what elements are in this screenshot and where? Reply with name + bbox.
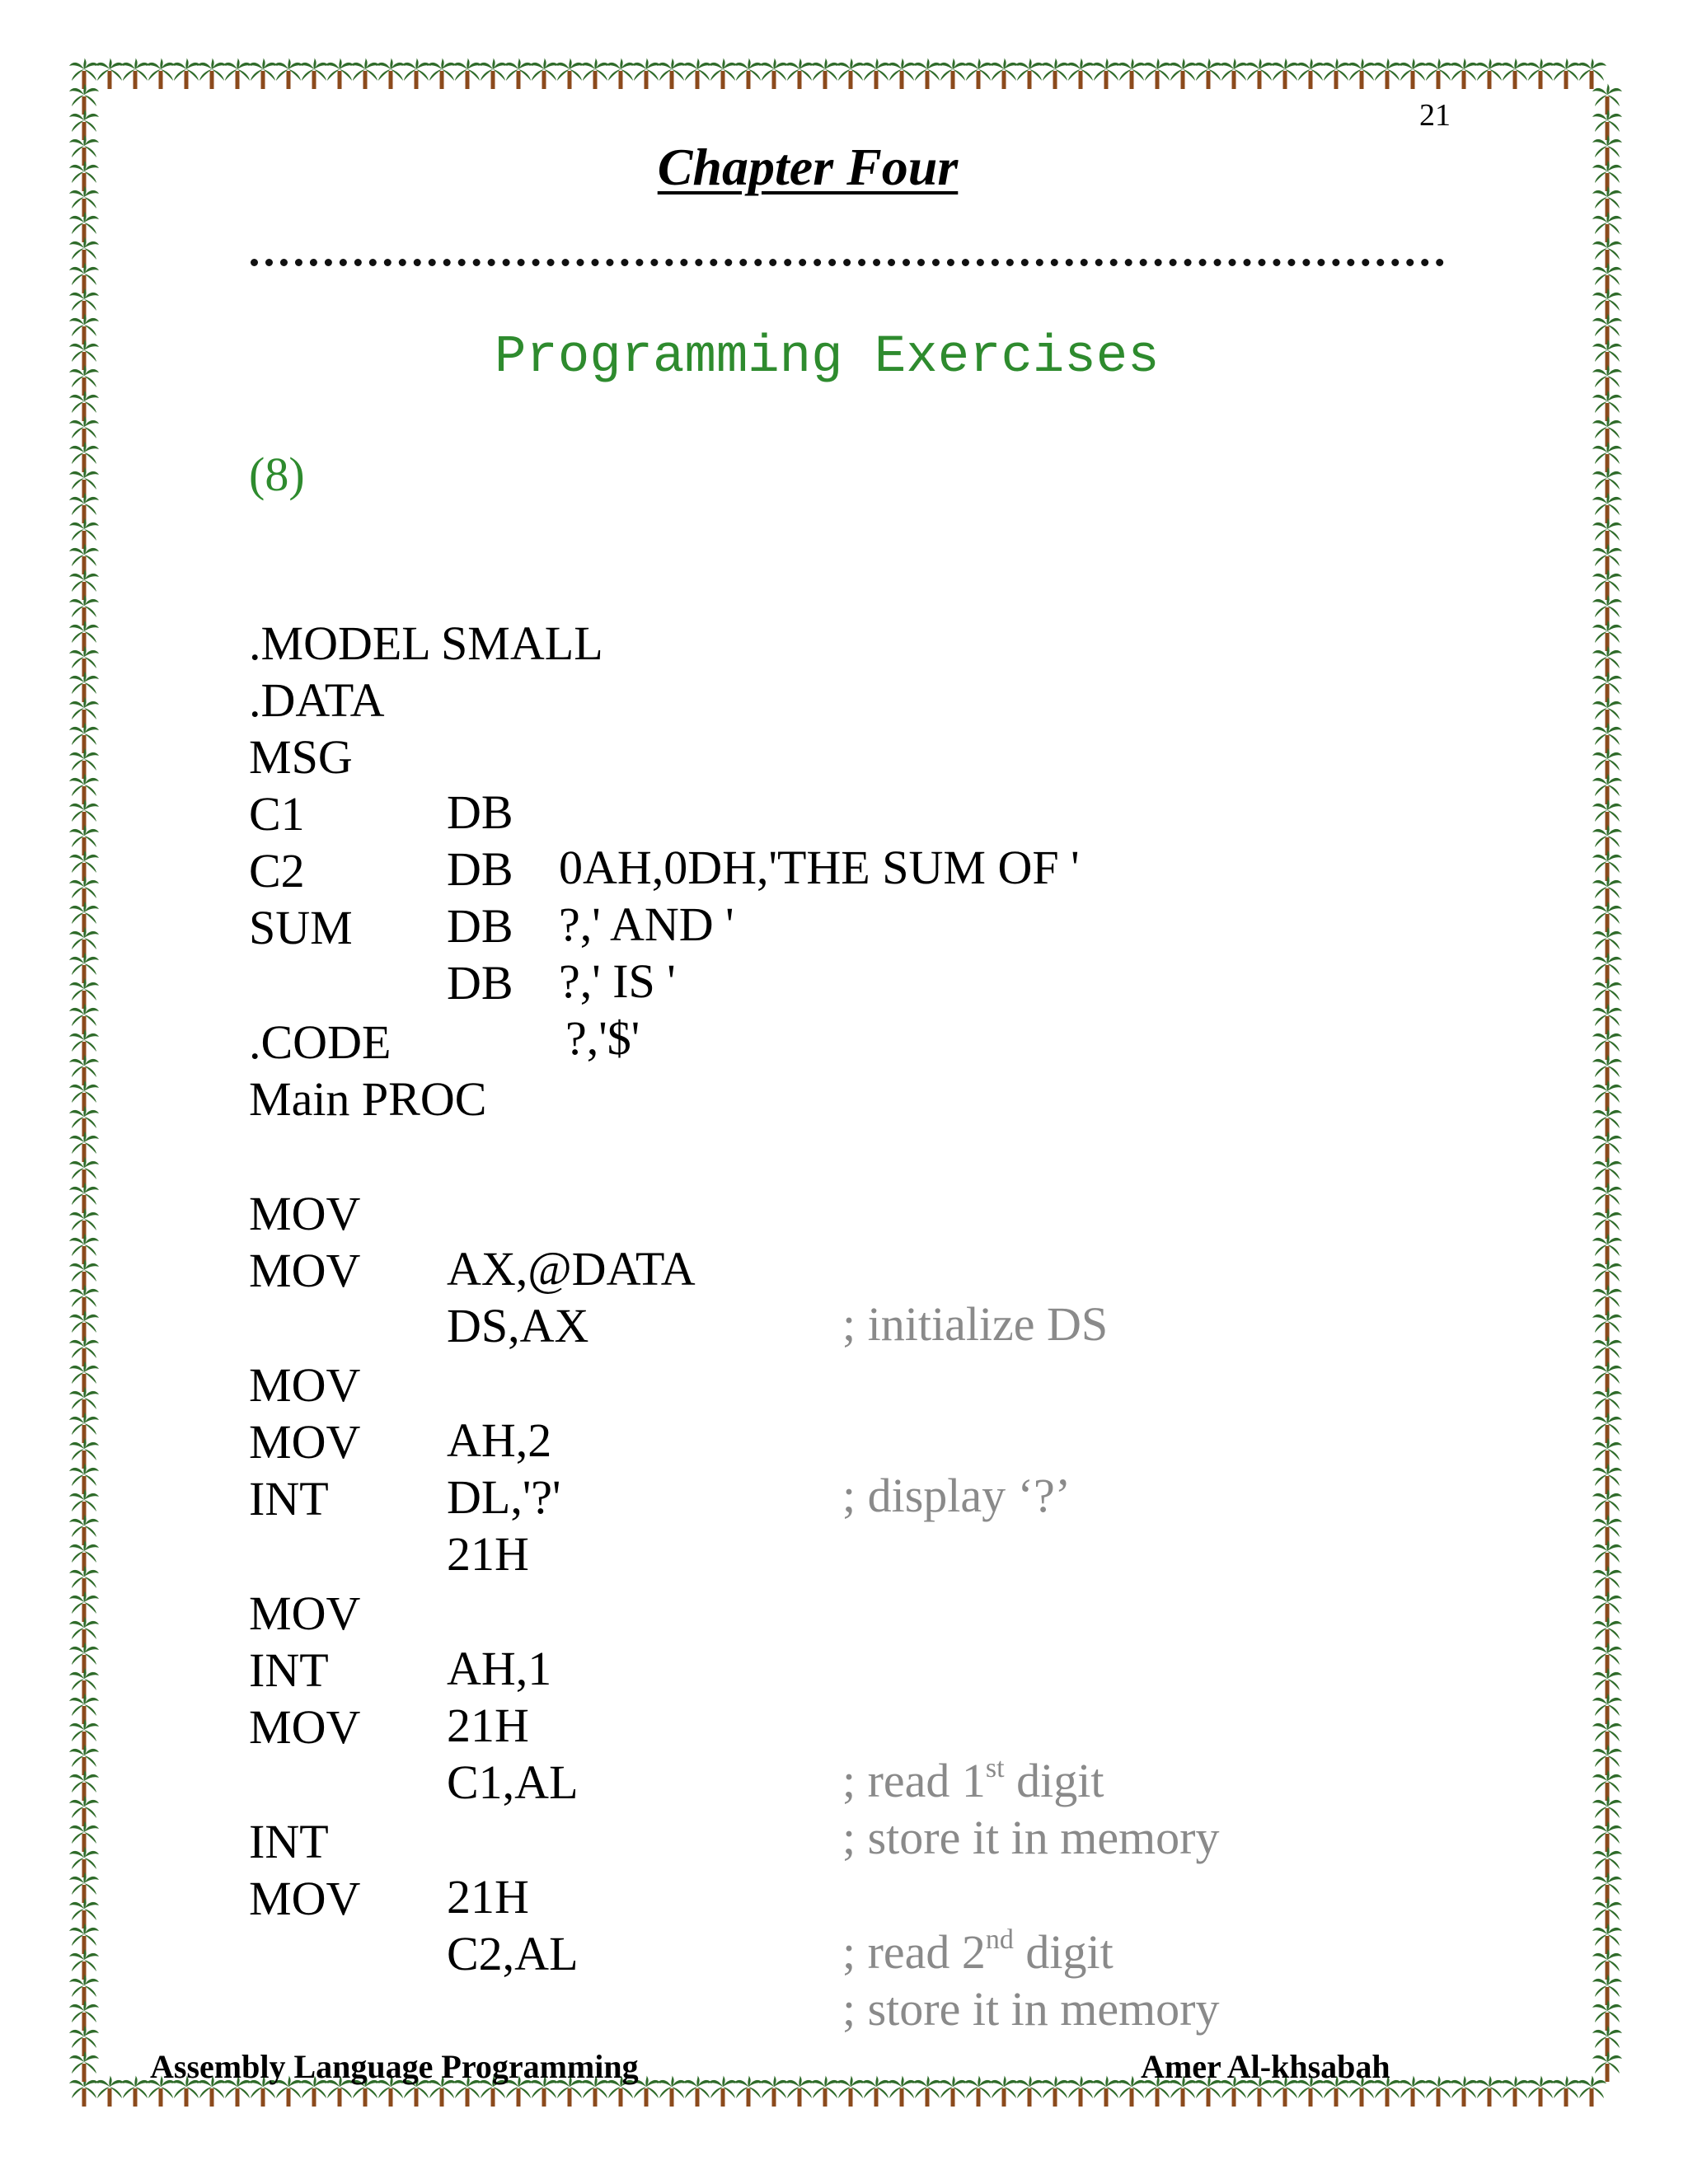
- palm-tree-icon: [69, 2050, 99, 2082]
- palm-tree-icon: [1592, 1463, 1622, 1494]
- instruction-op: MOV: [249, 1187, 361, 1240]
- palm-tree-icon: [708, 58, 738, 89]
- palm-tree-icon: [1592, 799, 1622, 830]
- instruction-op: MOV: [249, 1872, 361, 1925]
- instruction-args: 21H: [447, 1527, 529, 1581]
- palm-tree-icon: [1592, 1207, 1622, 1239]
- instruction-comment: ; display ‘?’: [842, 1469, 1071, 1522]
- data-op: DB: [447, 956, 513, 1010]
- section-title: Programming Exercises: [495, 328, 1160, 387]
- palm-tree-icon: [223, 58, 252, 89]
- palm-tree-icon: [478, 58, 508, 89]
- palm-tree-icon: [69, 185, 99, 217]
- palm-tree-icon: [1592, 696, 1622, 728]
- palm-tree-icon: [69, 109, 99, 140]
- palm-tree-icon: [1091, 2075, 1121, 2107]
- palm-tree-icon: [1592, 850, 1622, 881]
- palm-tree-icon: [1592, 1437, 1622, 1469]
- palm-tree-icon: [1270, 58, 1300, 89]
- palm-tree-icon: [989, 2075, 1019, 2107]
- palm-tree-icon: [146, 58, 176, 89]
- palm-tree-icon: [734, 58, 763, 89]
- palm-tree-icon: [69, 518, 99, 549]
- palm-tree-icon: [95, 2075, 124, 2107]
- instruction-args: 21H: [447, 1870, 529, 1924]
- palm-tree-icon: [69, 1488, 99, 1520]
- palm-tree-icon: [69, 799, 99, 830]
- palm-tree-icon: [785, 2075, 814, 2107]
- data-value: ?,' AND ': [559, 898, 734, 951]
- palm-tree-icon: [69, 1233, 99, 1264]
- palm-tree-icon: [734, 2075, 763, 2107]
- palm-tree-icon: [69, 1412, 99, 1443]
- instruction-comment: ; store it in memory: [842, 1982, 1220, 2036]
- palm-tree-icon: [1091, 58, 1121, 89]
- palm-tree-icon: [1117, 58, 1146, 89]
- palm-tree-icon: [1592, 1897, 1622, 1929]
- palm-tree-icon: [682, 58, 712, 89]
- palm-tree-icon: [555, 58, 584, 89]
- palm-tree-icon: [682, 2075, 712, 2107]
- palm-tree-icon: [1592, 1182, 1622, 1213]
- data-value: 0AH,0DH,'THE SUM OF ': [559, 841, 1080, 894]
- palm-tree-icon: [1066, 58, 1095, 89]
- instruction-args: DS,AX: [447, 1299, 589, 1352]
- chapter-title: Chapter Four: [657, 138, 959, 196]
- palm-tree-icon: [1592, 1284, 1622, 1315]
- palm-tree-icon: [1592, 1923, 1622, 1954]
- palm-tree-icon: [1592, 1258, 1622, 1290]
- palm-tree-icon: [69, 262, 99, 293]
- instruction-args: AH,1: [447, 1642, 552, 1695]
- palm-tree-icon: [120, 2075, 150, 2107]
- instruction-op: MOV: [249, 1358, 361, 1412]
- palm-tree-icon: [69, 620, 99, 651]
- palm-tree-icon: [1592, 492, 1622, 523]
- palm-tree-icon: [1423, 2075, 1453, 2107]
- proc-line: Main PROC: [249, 1072, 487, 1126]
- data-name: MSG: [249, 730, 353, 784]
- palm-tree-icon: [69, 1437, 99, 1469]
- palm-tree-icon: [1398, 2075, 1428, 2107]
- palm-tree-icon: [1592, 1080, 1622, 1111]
- palm-tree-icon: [69, 952, 99, 983]
- palm-tree-icon: [69, 1540, 99, 1571]
- palm-tree-icon: [1321, 58, 1351, 89]
- palm-tree-icon: [69, 1514, 99, 1545]
- instruction-op: INT: [249, 1815, 329, 1868]
- instruction-comment: ; store it in memory: [842, 1811, 1220, 1864]
- palm-tree-icon: [1592, 364, 1622, 396]
- palm-tree-icon: [69, 415, 99, 447]
- instruction-op: INT: [249, 1472, 329, 1526]
- palm-tree-icon: [1592, 671, 1622, 702]
- palm-tree-icon: [69, 1821, 99, 1852]
- palm-tree-icon: [1142, 58, 1172, 89]
- palm-tree-icon: [1592, 2050, 1622, 2082]
- instruction-comment: ; initialize DS: [842, 1297, 1109, 1351]
- data-name: C1: [249, 787, 305, 841]
- palm-tree-icon: [1592, 415, 1622, 447]
- data-op: DB: [447, 785, 513, 839]
- palm-tree-icon: [759, 58, 789, 89]
- palm-tree-icon: [1245, 58, 1274, 89]
- palm-tree-icon: [69, 569, 99, 600]
- palm-tree-icon: [861, 2075, 891, 2107]
- data-op: DB: [447, 842, 513, 896]
- palm-tree-icon: [1500, 58, 1530, 89]
- palm-tree-icon: [69, 1182, 99, 1213]
- palm-tree-icon: [69, 1335, 99, 1366]
- palm-tree-icon: [69, 977, 99, 1009]
- palm-tree-icon: [1592, 1948, 1622, 1980]
- palm-tree-icon: [1592, 339, 1622, 370]
- instruction-comment: ; read 1st digit: [842, 1753, 1104, 1807]
- palm-tree-icon: [912, 2075, 942, 2107]
- palm-tree-icon: [1592, 1361, 1622, 1392]
- palm-tree-icon: [69, 441, 99, 472]
- palm-tree-icon: [912, 58, 942, 89]
- palm-tree-icon: [631, 58, 661, 89]
- palm-tree-icon: [1592, 262, 1622, 293]
- palm-tree-icon: [69, 1872, 99, 1903]
- palm-tree-icon: [69, 237, 99, 268]
- palm-tree-icon: [1526, 2075, 1555, 2107]
- palm-tree-icon: [708, 2075, 738, 2107]
- palm-tree-icon: [1577, 58, 1606, 89]
- palm-tree-icon: [69, 1897, 99, 1929]
- instruction-args: C2,AL: [447, 1927, 579, 1980]
- palm-tree-icon: [989, 58, 1019, 89]
- palm-tree-icon: [69, 83, 99, 115]
- instruction-op: MOV: [249, 1700, 361, 1754]
- palm-tree-icon: [810, 58, 840, 89]
- palm-tree-icon: [69, 1591, 99, 1622]
- palm-tree-icon: [69, 1284, 99, 1315]
- palm-tree-icon: [887, 2075, 917, 2107]
- palm-tree-icon: [69, 1718, 99, 1750]
- palm-tree-icon: [1592, 1821, 1622, 1852]
- palm-tree-icon: [1592, 313, 1622, 344]
- palm-tree-icon: [1592, 83, 1622, 115]
- palm-tree-icon: [1592, 1054, 1622, 1085]
- palm-tree-icon: [1592, 1335, 1622, 1366]
- palm-tree-icon: [69, 901, 99, 932]
- palm-tree-icon: [1592, 1999, 1622, 2031]
- palm-tree-icon: [69, 1386, 99, 1418]
- palm-tree-icon: [69, 1999, 99, 2031]
- palm-tree-icon: [606, 58, 635, 89]
- data-value: ?,' IS ': [559, 954, 676, 1008]
- palm-tree-icon: [69, 1769, 99, 1801]
- palm-tree-icon: [1592, 569, 1622, 600]
- palm-tree-icon: [1592, 160, 1622, 191]
- palm-tree-icon: [1592, 1872, 1622, 1903]
- palm-tree-icon: [1592, 288, 1622, 319]
- palm-tree-icon: [1592, 1693, 1622, 1724]
- palm-tree-icon: [1526, 58, 1555, 89]
- data-name: C2: [249, 844, 305, 898]
- palm-tree-icon: [69, 926, 99, 958]
- palm-tree-icon: [887, 58, 917, 89]
- palm-tree-icon: [1592, 466, 1622, 498]
- palm-tree-icon: [69, 1207, 99, 1239]
- palm-tree-icon: [1592, 773, 1622, 804]
- palm-tree-icon: [1592, 1131, 1622, 1162]
- palm-tree-icon: [1592, 1642, 1622, 1673]
- palm-tree-icon: [1592, 1718, 1622, 1750]
- footer-author: Amer Al-khsabah: [1141, 2048, 1390, 2085]
- palm-tree-icon: [1592, 875, 1622, 907]
- palm-tree-icon: [1296, 58, 1325, 89]
- palm-tree-icon: [69, 211, 99, 242]
- code-directive: .CODE: [249, 1015, 392, 1069]
- palm-tree-icon: [861, 58, 891, 89]
- palm-tree-icon: [69, 1642, 99, 1673]
- palm-tree-icon: [1372, 58, 1402, 89]
- palm-tree-icon: [938, 2075, 968, 2107]
- palm-tree-icon: [69, 1693, 99, 1724]
- palm-tree-icon: [69, 364, 99, 396]
- palm-tree-icon: [1475, 2075, 1504, 2107]
- palm-tree-icon: [69, 492, 99, 523]
- palm-tree-icon: [69, 1080, 99, 1111]
- palm-tree-icon: [1592, 1029, 1622, 1060]
- palm-tree-icon: [69, 722, 99, 753]
- palm-tree-icon: [1398, 58, 1428, 89]
- palm-tree-icon: [1592, 1386, 1622, 1418]
- palm-tree-icon: [1423, 58, 1453, 89]
- palm-tree-icon: [69, 134, 99, 166]
- palm-tree-icon: [69, 288, 99, 319]
- palm-tree-icon: [1592, 185, 1622, 217]
- instruction-comment: ; read 2nd digit: [842, 1924, 1114, 1979]
- palm-tree-icon: [69, 645, 99, 677]
- palm-tree-icon: [785, 58, 814, 89]
- palm-tree-icon: [1066, 2075, 1095, 2107]
- palm-tree-icon: [1015, 2075, 1044, 2107]
- palm-tree-icon: [376, 58, 406, 89]
- palm-tree-icon: [1168, 58, 1198, 89]
- palm-tree-icon: [69, 1131, 99, 1162]
- code-line-model: [249, 560, 603, 670]
- palm-tree-icon: [1592, 748, 1622, 779]
- palm-tree-icon: [1592, 1003, 1622, 1034]
- palm-tree-icon: [69, 773, 99, 804]
- palm-tree-icon: [401, 58, 431, 89]
- palm-tree-icon: [1592, 211, 1622, 242]
- palm-tree-icon: [171, 58, 201, 89]
- palm-tree-icon: [197, 58, 227, 89]
- palm-tree-icon: [69, 824, 99, 855]
- palm-tree-icon: [1592, 1105, 1622, 1137]
- palm-tree-icon: [69, 1565, 99, 1596]
- palm-tree-icon: [1592, 620, 1622, 651]
- palm-tree-icon: [1592, 952, 1622, 983]
- palm-tree-icon: [1592, 1310, 1622, 1341]
- palm-tree-icon: [1592, 901, 1622, 932]
- palm-tree-icon: [1592, 1974, 1622, 2005]
- palm-tree-icon: [657, 58, 687, 89]
- palm-tree-icon: [69, 594, 99, 626]
- palm-tree-icon: [69, 850, 99, 881]
- palm-tree-icon: [504, 58, 533, 89]
- palm-tree-icon: [1592, 722, 1622, 753]
- palm-tree-icon: [1592, 1540, 1622, 1571]
- palm-tree-icon: [1592, 1795, 1622, 1826]
- palm-tree-icon: [836, 58, 865, 89]
- palm-tree-icon: [69, 58, 99, 89]
- palm-tree-icon: [69, 696, 99, 728]
- palm-tree-icon: [452, 58, 482, 89]
- palm-tree-icon: [1592, 518, 1622, 549]
- palm-tree-icon: [1015, 58, 1044, 89]
- dotted-divider: [251, 259, 1444, 266]
- palm-tree-icon: [1040, 58, 1070, 89]
- page-number: 21: [1419, 98, 1451, 133]
- palm-tree-icon: [1193, 58, 1223, 89]
- code-line-data: [249, 617, 385, 727]
- palm-tree-icon: [69, 1616, 99, 1647]
- palm-tree-icon: [69, 1156, 99, 1188]
- palm-tree-icon: [69, 1795, 99, 1826]
- palm-tree-icon: [299, 58, 329, 89]
- data-directive: .DATA: [249, 673, 385, 727]
- palm-tree-icon: [1592, 1233, 1622, 1264]
- palm-tree-icon: [1592, 134, 1622, 166]
- instruction-op: MOV: [249, 1415, 361, 1469]
- palm-tree-icon: [1592, 645, 1622, 677]
- instruction-args: DL,'?': [447, 1470, 561, 1524]
- palm-tree-icon: [657, 2075, 687, 2107]
- palm-tree-icon: [1577, 2075, 1606, 2107]
- palm-tree-icon: [580, 58, 610, 89]
- palm-tree-icon: [1592, 1846, 1622, 1877]
- palm-tree-icon: [1449, 2075, 1479, 2107]
- palm-tree-icon: [69, 671, 99, 702]
- palm-tree-icon: [836, 2075, 865, 2107]
- palm-tree-icon: [1592, 1744, 1622, 1775]
- instruction-op: MOV: [249, 1586, 361, 1640]
- data-name: SUM: [249, 901, 353, 954]
- palm-tree-icon: [248, 58, 278, 89]
- palm-tree-icon: [1592, 1769, 1622, 1801]
- instruction-args: 21H: [447, 1699, 529, 1752]
- palm-tree-icon: [69, 1054, 99, 1085]
- instruction-args: AX,@DATA: [447, 1242, 696, 1296]
- palm-tree-icon: [1592, 1514, 1622, 1545]
- palm-tree-icon: [529, 58, 559, 89]
- palm-tree-icon: [1592, 109, 1622, 140]
- palm-tree-icon: [274, 58, 303, 89]
- palm-tree-icon: [69, 1361, 99, 1392]
- palm-tree-icon: [1592, 824, 1622, 855]
- palm-tree-icon: [1592, 926, 1622, 958]
- palm-tree-icon: [69, 466, 99, 498]
- footer-book-title: Assembly Language Programming: [150, 2048, 639, 2085]
- model-directive: .MODEL SMALL: [249, 616, 603, 670]
- palm-tree-icon: [1475, 58, 1504, 89]
- instruction-args: C1,AL: [447, 1755, 579, 1809]
- palm-tree-icon: [1592, 1488, 1622, 1520]
- palm-tree-icon: [759, 2075, 789, 2107]
- palm-tree-icon: [1500, 2075, 1530, 2107]
- palm-tree-icon: [69, 1974, 99, 2005]
- instruction-args: AH,2: [447, 1413, 552, 1467]
- palm-tree-icon: [69, 160, 99, 191]
- palm-tree-icon: [69, 313, 99, 344]
- palm-tree-icon: [1347, 58, 1376, 89]
- palm-tree-icon: [1219, 58, 1249, 89]
- palm-tree-icon: [69, 2025, 99, 2056]
- code-line-code: [249, 959, 392, 1069]
- palm-tree-icon: [95, 58, 124, 89]
- palm-tree-icon: [964, 2075, 993, 2107]
- exercise-number: (8): [249, 448, 305, 501]
- palm-tree-icon: [1592, 2025, 1622, 2056]
- palm-tree-icon: [69, 1463, 99, 1494]
- palm-tree-icon: [1592, 1616, 1622, 1647]
- palm-tree-icon: [69, 1105, 99, 1137]
- palm-tree-icon: [69, 1258, 99, 1290]
- palm-tree-icon: [810, 2075, 840, 2107]
- palm-tree-icon: [1592, 594, 1622, 626]
- palm-tree-icon: [350, 58, 380, 89]
- data-value: ?,'$': [565, 1011, 640, 1065]
- palm-tree-icon: [69, 1948, 99, 1980]
- palm-tree-icon: [1040, 2075, 1070, 2107]
- data-op: DB: [447, 899, 513, 953]
- palm-tree-icon: [1592, 237, 1622, 268]
- palm-tree-icon: [69, 390, 99, 421]
- palm-tree-icon: [1592, 1156, 1622, 1188]
- palm-tree-icon: [69, 1846, 99, 1877]
- palm-tree-icon: [1551, 2075, 1581, 2107]
- palm-tree-icon: [1592, 390, 1622, 421]
- palm-tree-icon: [1592, 543, 1622, 574]
- palm-tree-icon: [1592, 977, 1622, 1009]
- palm-tree-icon: [1592, 441, 1622, 472]
- palm-tree-icon: [1449, 58, 1479, 89]
- palm-tree-icon: [69, 1310, 99, 1341]
- palm-tree-icon: [1592, 1667, 1622, 1699]
- palm-tree-icon: [1592, 1412, 1622, 1443]
- palm-tree-icon: [69, 1667, 99, 1699]
- palm-tree-icon: [69, 543, 99, 574]
- palm-tree-icon: [69, 1003, 99, 1034]
- palm-tree-icon: [69, 748, 99, 779]
- instruction-op: INT: [249, 1643, 329, 1697]
- palm-tree-icon: [325, 58, 354, 89]
- palm-tree-icon: [427, 58, 457, 89]
- instruction-op: MOV: [249, 1244, 361, 1297]
- palm-tree-icon: [938, 58, 968, 89]
- palm-tree-icon: [964, 58, 993, 89]
- palm-tree-icon: [1592, 1565, 1622, 1596]
- palm-tree-icon: [1551, 58, 1581, 89]
- palm-tree-icon: [69, 1923, 99, 1954]
- palm-tree-icon: [69, 1029, 99, 1060]
- palm-tree-icon: [69, 1744, 99, 1775]
- palm-tree-icon: [69, 875, 99, 907]
- palm-tree-icon: [120, 58, 150, 89]
- palm-tree-icon: [1592, 1591, 1622, 1622]
- palm-tree-icon: [69, 339, 99, 370]
